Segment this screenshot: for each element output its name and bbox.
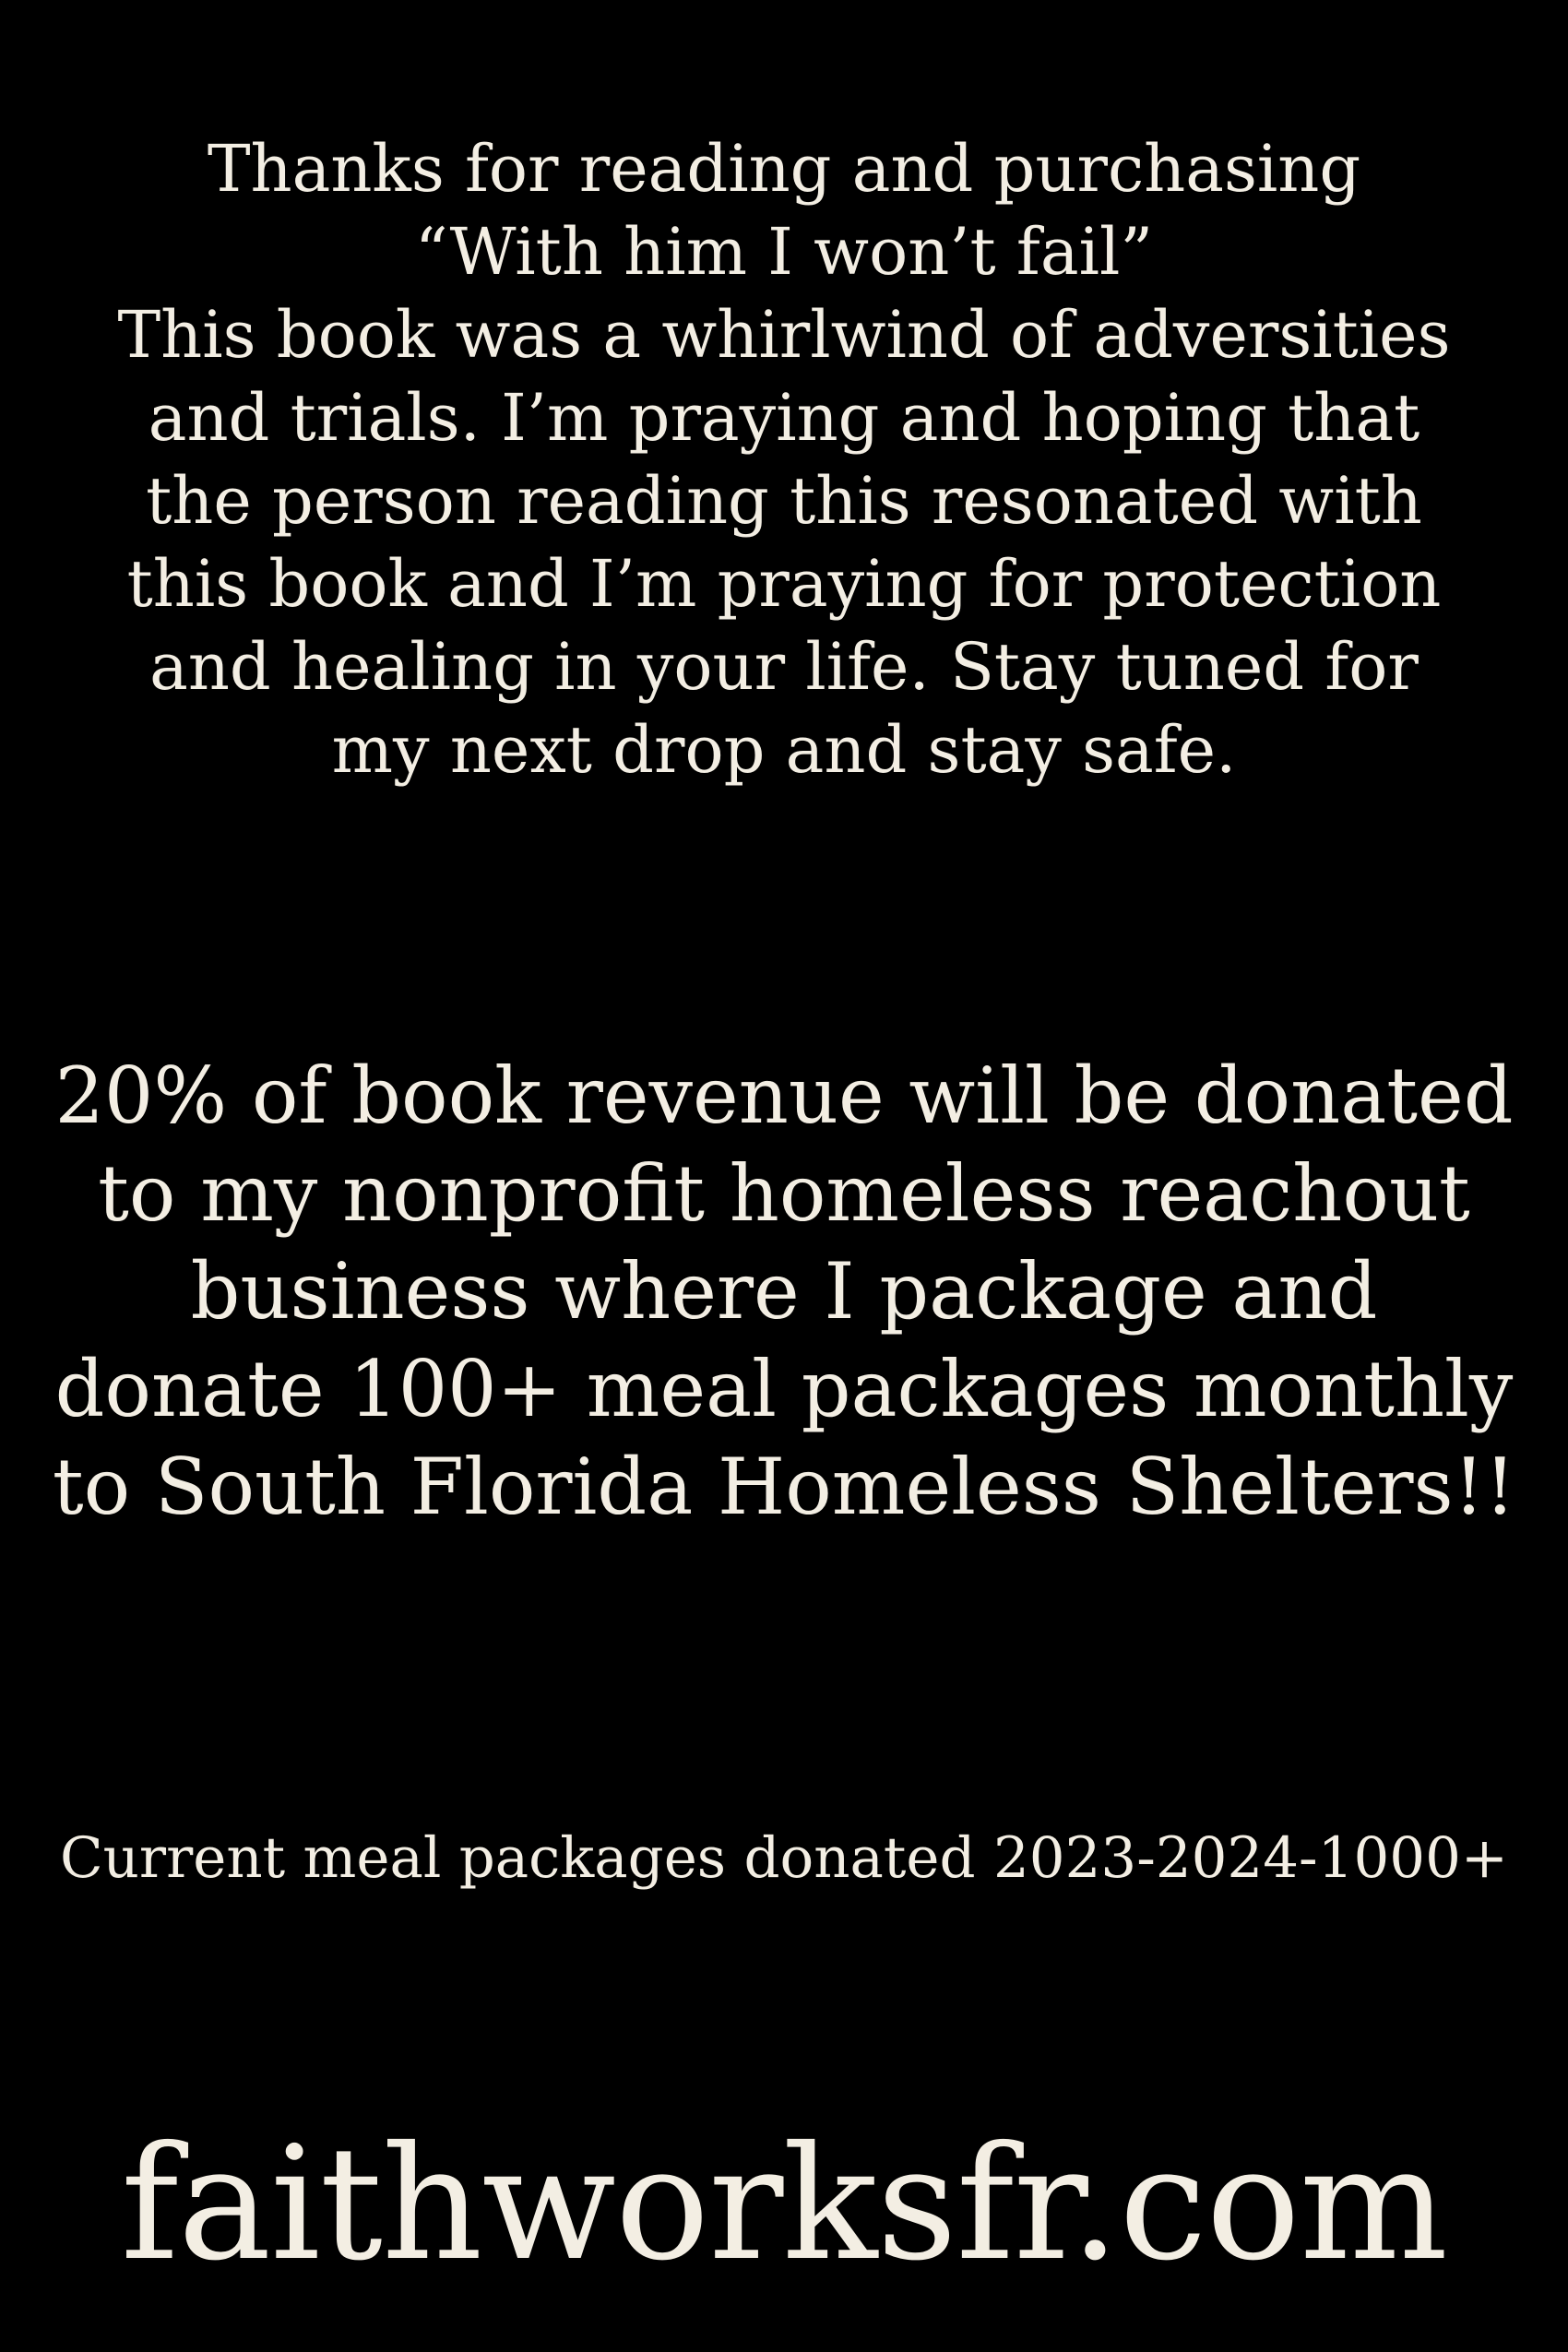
thanks-line: and healing in your life. Stay tuned for	[149, 629, 1419, 705]
thanks-line: this book and I’m praying for protection	[126, 546, 1442, 622]
website-url-text: faithworksfr.com	[120, 2113, 1448, 2296]
donation-message	[0, 1047, 1568, 1536]
donation-line: to South Florida Homeless Shelters!!	[52, 1442, 1516, 1532]
thanks-line: the person reading this resonated with	[146, 463, 1422, 539]
meal-packages-stat-text: Current meal packages donated 2023-2024-1000+	[59, 1825, 1509, 1891]
meal-packages-stat	[0, 1822, 1568, 1895]
thanks-line: Thanks for reading and purchasing	[207, 131, 1361, 207]
book-title-line: “With him I won’t fail”	[414, 214, 1154, 290]
donation-line: 20% of book revenue will be donated	[54, 1051, 1514, 1141]
thanks-line: my next drop and stay safe.	[331, 712, 1237, 788]
website-url	[0, 2113, 1568, 2296]
thanks-line: This book was a whirlwind of adversities	[117, 297, 1451, 373]
donation-line: donate 100+ meal packages monthly	[54, 1344, 1514, 1434]
thanks-message	[0, 127, 1568, 791]
thanks-line: and trials. I’m praying and hoping that	[148, 380, 1420, 456]
donation-line: business where I package and	[190, 1246, 1378, 1336]
donation-line: to my nonprofit homeless reachout	[98, 1148, 1470, 1239]
